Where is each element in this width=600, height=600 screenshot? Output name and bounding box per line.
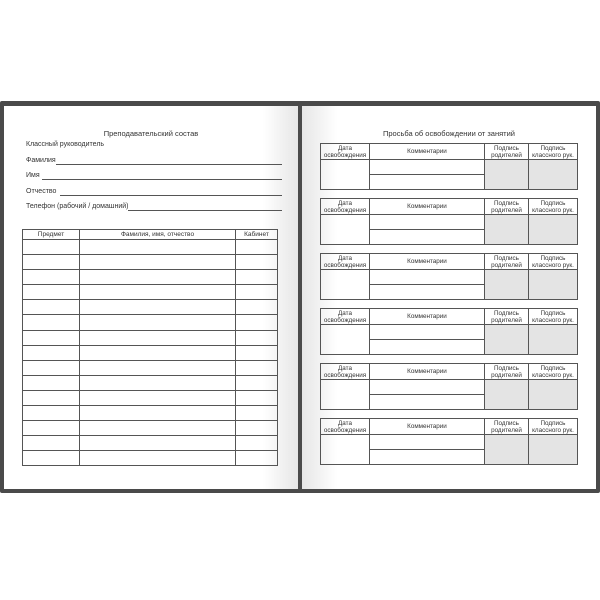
release-block [320, 418, 578, 465]
right-page [302, 106, 596, 489]
teacher-sign-cell[interactable] [529, 435, 578, 465]
full-name-cell[interactable] [80, 345, 236, 360]
table-row [23, 406, 278, 421]
room-cell[interactable] [236, 240, 278, 255]
surname-line[interactable] [56, 164, 282, 165]
release-block [320, 363, 578, 410]
room-cell[interactable] [236, 390, 278, 405]
room-cell[interactable] [236, 436, 278, 451]
phone-line[interactable] [128, 210, 282, 211]
release-row [321, 380, 578, 395]
field-label-phone: Телефон (рабочий / домашний) [26, 203, 129, 210]
release-block-header [321, 199, 578, 215]
subject-cell[interactable] [23, 240, 80, 255]
room-cell[interactable] [236, 451, 278, 466]
full-name-cell[interactable] [80, 270, 236, 285]
release-date-cell[interactable] [321, 435, 370, 465]
table-row [23, 345, 278, 360]
parents-sign-cell[interactable] [485, 160, 529, 190]
release-date-cell[interactable] [321, 380, 370, 410]
subject-cell[interactable] [23, 345, 80, 360]
subject-cell[interactable] [23, 300, 80, 315]
full-name-cell[interactable] [80, 406, 236, 421]
parents-sign-cell[interactable] [485, 380, 529, 410]
table-row [23, 436, 278, 451]
release-block-header [321, 144, 578, 160]
subject-cell[interactable] [23, 360, 80, 375]
release-block [320, 308, 578, 355]
table-row [23, 240, 278, 255]
subject-cell[interactable] [23, 390, 80, 405]
comment-cell[interactable] [370, 285, 485, 300]
table-row [23, 421, 278, 436]
subject-cell[interactable] [23, 255, 80, 270]
comment-cell[interactable] [370, 380, 485, 395]
col-release-date: Дата освобождения [321, 144, 370, 160]
full-name-cell[interactable] [80, 255, 236, 270]
release-row [321, 270, 578, 285]
col-comments: Комментарии [370, 419, 485, 435]
full-name-cell[interactable] [80, 436, 236, 451]
table-row [23, 375, 278, 390]
room-cell[interactable] [236, 421, 278, 436]
release-block-header [321, 419, 578, 435]
field-label-name: Имя [26, 172, 40, 179]
room-cell[interactable] [236, 375, 278, 390]
col-release-date: Дата освобождения [321, 309, 370, 325]
subject-cell[interactable] [23, 315, 80, 330]
release-row [321, 215, 578, 230]
room-cell[interactable] [236, 330, 278, 345]
parents-sign-cell[interactable] [485, 270, 529, 300]
room-cell[interactable] [236, 345, 278, 360]
comment-cell[interactable] [370, 395, 485, 410]
comment-cell[interactable] [370, 450, 485, 465]
full-name-cell[interactable] [80, 451, 236, 466]
full-name-cell[interactable] [80, 390, 236, 405]
subject-cell[interactable] [23, 270, 80, 285]
col-room: Кабинет [236, 230, 278, 240]
parents-sign-cell[interactable] [485, 325, 529, 355]
col-comments: Комментарии [370, 254, 485, 270]
parents-sign-cell[interactable] [485, 435, 529, 465]
subjects-table-header [23, 230, 278, 240]
full-name-cell[interactable] [80, 330, 236, 345]
release-block [320, 253, 578, 300]
table-row [23, 285, 278, 300]
teacher-sign-cell[interactable] [529, 270, 578, 300]
room-cell[interactable] [236, 270, 278, 285]
release-block-header [321, 309, 578, 325]
name-line[interactable] [42, 179, 282, 180]
full-name-cell[interactable] [80, 285, 236, 300]
release-block [320, 198, 578, 245]
teacher-sign-cell[interactable] [529, 325, 578, 355]
full-name-cell[interactable] [80, 315, 236, 330]
col-teacher-sign: Подпись классного рук. [529, 364, 578, 380]
comment-cell[interactable] [370, 435, 485, 450]
full-name-cell[interactable] [80, 421, 236, 436]
subjects-table [22, 229, 278, 466]
table-row [23, 330, 278, 345]
col-parents-sign: Подпись родителей [485, 419, 529, 435]
table-row [23, 300, 278, 315]
col-comments: Комментарии [370, 364, 485, 380]
col-release-date: Дата освобождения [321, 364, 370, 380]
release-row [321, 325, 578, 340]
full-name-cell[interactable] [80, 240, 236, 255]
comment-cell[interactable] [370, 230, 485, 245]
col-parents-sign: Подпись родителей [485, 364, 529, 380]
release-date-cell[interactable] [321, 215, 370, 245]
table-row [23, 270, 278, 285]
field-label-class-teacher: Классный руководитель [26, 141, 105, 148]
release-row [321, 160, 578, 175]
comment-cell[interactable] [370, 340, 485, 355]
release-date-cell[interactable] [321, 325, 370, 355]
table-row [23, 255, 278, 270]
release-row [321, 435, 578, 450]
room-cell[interactable] [236, 315, 278, 330]
full-name-cell[interactable] [80, 300, 236, 315]
release-block [320, 143, 578, 190]
col-comments: Комментарии [370, 199, 485, 215]
field-label-patronymic: Отчество [26, 188, 57, 195]
table-row [23, 451, 278, 466]
room-cell[interactable] [236, 285, 278, 300]
col-teacher-sign: Подпись классного рук. [529, 144, 578, 160]
comment-cell[interactable] [370, 325, 485, 340]
col-comments: Комментарии [370, 144, 485, 160]
col-parents-sign: Подпись родителей [485, 144, 529, 160]
col-teacher-sign: Подпись классного рук. [529, 419, 578, 435]
patronymic-line[interactable] [60, 195, 282, 196]
col-parents-sign: Подпись родителей [485, 309, 529, 325]
table-row [23, 315, 278, 330]
release-block-header [321, 254, 578, 270]
col-parents-sign: Подпись родителей [485, 254, 529, 270]
col-parents-sign: Подпись родителей [485, 199, 529, 215]
col-release-date: Дата освобождения [321, 254, 370, 270]
room-cell[interactable] [236, 255, 278, 270]
col-full-name: Фамилия, имя, отчество [80, 230, 236, 240]
col-teacher-sign: Подпись классного рук. [529, 254, 578, 270]
release-block-header [321, 364, 578, 380]
subject-cell[interactable] [23, 375, 80, 390]
subject-cell[interactable] [23, 285, 80, 300]
teacher-sign-cell[interactable] [529, 160, 578, 190]
room-cell[interactable] [236, 300, 278, 315]
left-page-title: Преподавательский состав [103, 129, 199, 138]
comment-cell[interactable] [370, 270, 485, 285]
col-release-date: Дата освобождения [321, 419, 370, 435]
comment-cell[interactable] [370, 175, 485, 190]
release-date-cell[interactable] [321, 160, 370, 190]
teacher-sign-cell[interactable] [529, 380, 578, 410]
subject-cell[interactable] [23, 451, 80, 466]
right-page-title: Просьба об освобождении от занятий [382, 129, 515, 138]
full-name-cell[interactable] [80, 360, 236, 375]
teacher-sign-cell[interactable] [529, 215, 578, 245]
release-date-cell[interactable] [321, 270, 370, 300]
col-teacher-sign: Подпись классного рук. [529, 309, 578, 325]
subject-cell[interactable] [23, 330, 80, 345]
comment-cell[interactable] [370, 160, 485, 175]
table-row [23, 360, 278, 375]
parents-sign-cell[interactable] [485, 215, 529, 245]
subject-cell[interactable] [23, 436, 80, 451]
room-cell[interactable] [236, 360, 278, 375]
full-name-cell[interactable] [80, 375, 236, 390]
table-row [23, 390, 278, 405]
col-comments: Комментарии [370, 309, 485, 325]
col-subject: Предмет [23, 230, 80, 240]
col-teacher-sign: Подпись классного рук. [529, 199, 578, 215]
subject-cell[interactable] [23, 406, 80, 421]
col-release-date: Дата освобождения [321, 199, 370, 215]
left-page [4, 106, 298, 489]
field-label-surname: Фамилия [26, 157, 56, 164]
comment-cell[interactable] [370, 215, 485, 230]
room-cell[interactable] [236, 406, 278, 421]
subject-cell[interactable] [23, 421, 80, 436]
